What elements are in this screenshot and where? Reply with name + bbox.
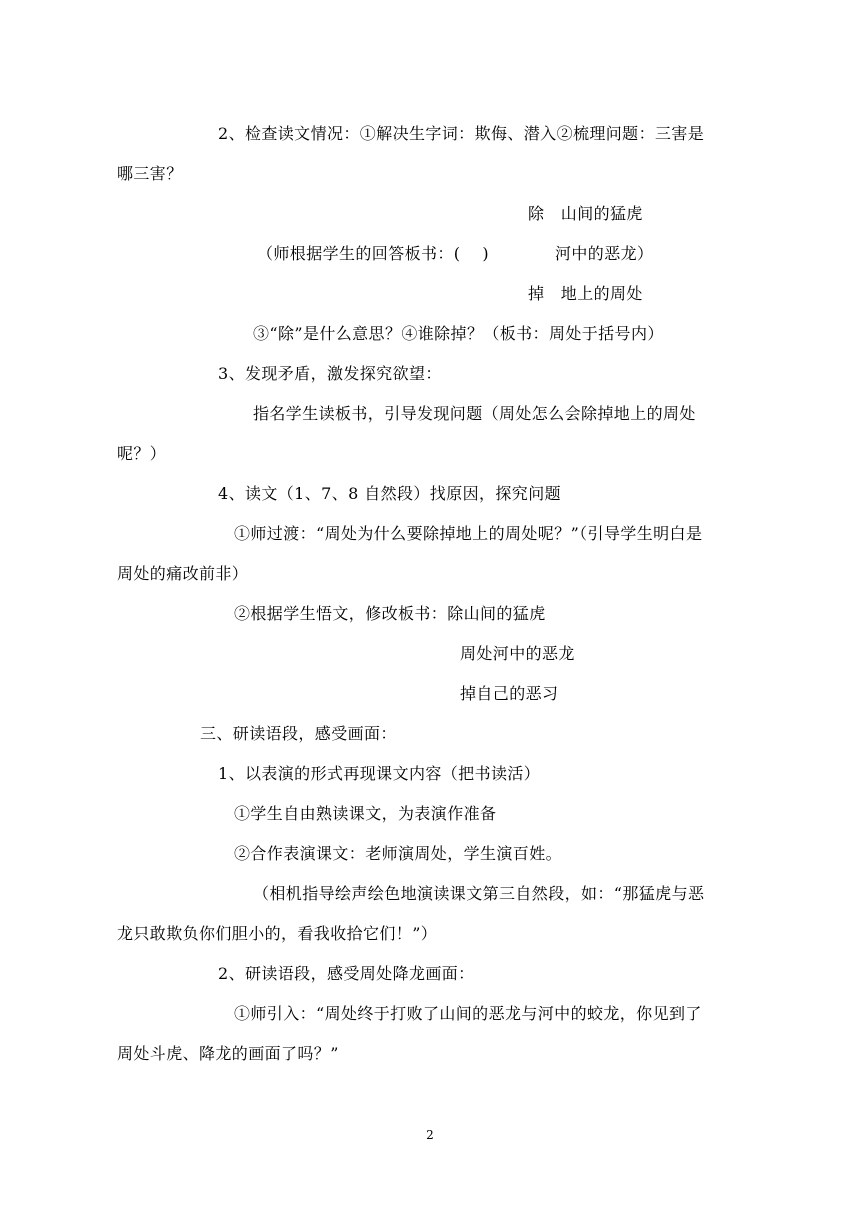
text-line: 3、发现矛盾，激发探究欲望： bbox=[218, 364, 442, 383]
section-heading: 三、研读语段，感受画面： bbox=[200, 724, 397, 743]
text-line: （相机指导绘声绘色地演读课文第三自然段，如：“那猛虎与恶 bbox=[253, 884, 705, 903]
text-line: 2、研读语段，感受周处降龙画面： bbox=[218, 964, 475, 983]
board-line-1: 除 山间的猛虎 bbox=[528, 204, 643, 223]
page-number: 2 bbox=[426, 1128, 434, 1142]
text-line: ②合作表演课文：老师演周处，学生演百姓。 bbox=[234, 844, 563, 863]
text-line: 呢？） bbox=[117, 444, 167, 463]
text-line: ①师过渡：“周处为什么要除掉地上的周处呢？”（引导学生明白是 bbox=[234, 524, 703, 543]
text-line: ①学生自由熟读课文，为表演作准备 bbox=[234, 804, 497, 823]
text-line: 4、读文（1、7、8 自然段）找原因，探究问题 bbox=[218, 484, 562, 503]
text-line: 周处的痛改前非） bbox=[117, 564, 249, 583]
text-line: 指名学生读板书，引导发现问题（周处怎么会除掉地上的周处 bbox=[253, 404, 696, 423]
board-line-3: 掉 地上的周处 bbox=[528, 284, 643, 303]
text-line: ①师引入：“周处终于打败了山间的恶龙与河中的蛟龙，你见到了 bbox=[234, 1004, 702, 1023]
text-line: 2、检查读文情况：①解决生字词：欺侮、潜入②梳理问题：三害是 bbox=[218, 124, 705, 143]
text-line: 哪三害？ bbox=[117, 164, 183, 183]
board-line-2-left: （师根据学生的回答板书：( ) bbox=[257, 244, 489, 263]
text-line: 1、以表演的形式再现课文内容（把书读活） bbox=[218, 764, 541, 783]
text-line: 龙只敢欺负你们胆小的，看我收拾它们！”） bbox=[117, 924, 438, 943]
text-line: ②根据学生悟文，修改板书：除山间的猛虎 bbox=[234, 604, 546, 623]
board-revised-line-3: 掉自己的恶习 bbox=[460, 684, 559, 703]
text-line: ③“除”是什么意思？④谁除掉？（板书：周处于括号内） bbox=[253, 324, 664, 343]
board-revised-line-2: 周处河中的恶龙 bbox=[460, 644, 575, 663]
text-line: 周处斗虎、降龙的画面了吗？” bbox=[117, 1044, 339, 1063]
board-line-2-right: 河中的恶龙） bbox=[555, 244, 654, 263]
